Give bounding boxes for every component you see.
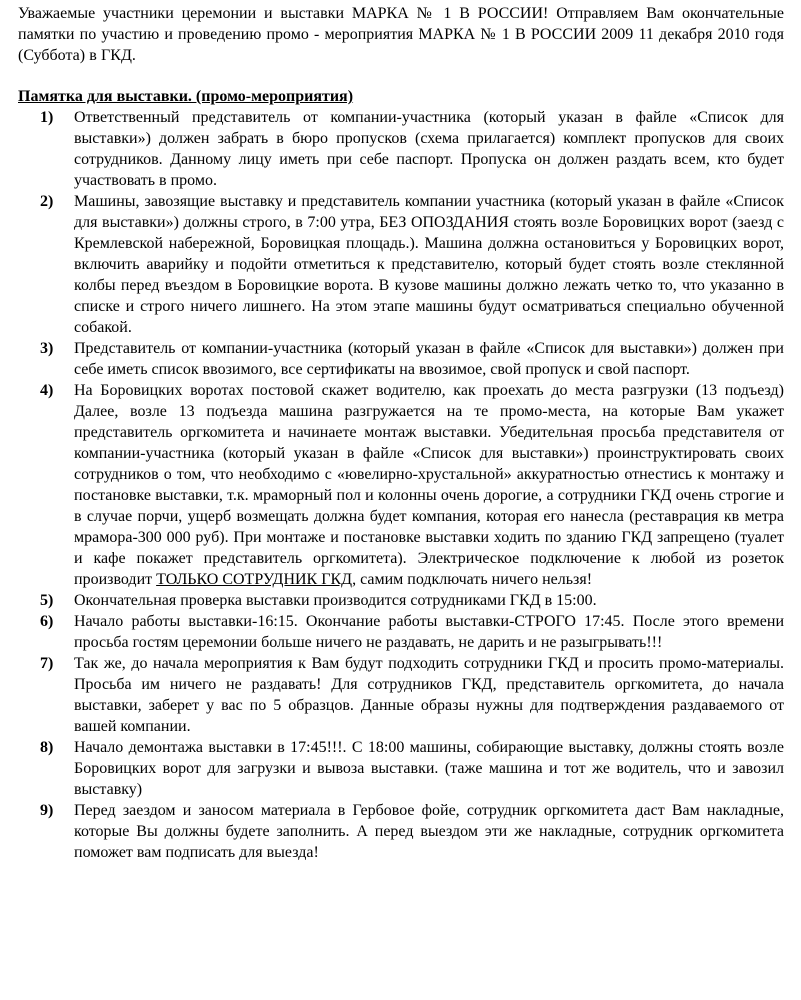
item-number: 5) xyxy=(40,592,54,609)
list-item xyxy=(18,107,784,191)
item-text: Так же, до начала мероприятия к Вам будут подходить сотрудники ГКД и просить промо-материалы. Просьба им ничего не раздавать! Для сотрудников ГКД, представитель оргкомитета, до начала выставки, заберет у вас по 5 образцов. Данные образы нужны для подтверждения раздаваемого от вашей компании. xyxy=(74,655,784,735)
item-text: Ответственный представитель от компании-участника (который указан в файле «Список для выставки») должен забрать в бюро пропусков (схема прилагается) комплект пропусков для своих сотрудников. Данному лицу иметь при себе паспорт. Пропуска он должен раздать всем, кто будет участвовать в промо. xyxy=(74,109,784,189)
item-text: На Боровицких воротах постовой скажет водителю, как проехать до места разгрузки (13 подъезд) Далее, возле 13 подъезда машина разгружается на те промо-места, на которые Вам укажет представитель оргкомитета и начинаете монтаж выставки. Убедительная просьба представителя от компании-участника (который указан в файле «Список для выставки») проинструктировать своих сотрудников о том, что необходимо с «ювелирно-хрустальной» аккуратностью отнестись к монтажу и постановке выставки, т.к. мраморный пол и колонны очень дорогие, а сотрудники ГКД очень строгие и в случае порчи, ущерб возмещать должна будет компания, которая его нанесла (реставрация кв метра мрамора-300 000 руб). При монтаже и постановке выставки ходить по зданию ГКД запрещено (туалет и кафе покажет представитель оргкомитета). Электрическое подключение к любой из розеток производит xyxy=(74,382,784,588)
item-text: Окончательная проверка выставки производится сотрудниками ГКД в 15:00. xyxy=(74,592,597,609)
item-text: Перед заездом и заносом материала в Гербовое фойе, сотрудник оргкомитета даст Вам накладные, которые Вы должны будете заполнить. А перед выездом эти же накладные, сотрудник оргкомитета поможет вам подписать для выезда! xyxy=(74,802,784,861)
document-page xyxy=(18,3,784,863)
list-item xyxy=(18,338,784,380)
memo-list xyxy=(18,107,784,863)
item-text: Представитель от компании-участника (который указан в файле «Список для выставки») должен при себе иметь список ввозимого, все сертификаты на ввозимое, свой пропуск и свой паспорт. xyxy=(74,340,784,378)
intro-greeting: Уважаемые участники церемонии и выставки МАРКА № 1 В РОССИИ! xyxy=(18,5,549,22)
list-item xyxy=(18,737,784,800)
list-item xyxy=(18,590,784,611)
item-number: 9) xyxy=(40,802,54,819)
list-item xyxy=(18,380,784,590)
item-number: 6) xyxy=(40,613,54,630)
item-text: Начало демонтажа выставки в 17:45!!!. С 18:00 машины, собирающие выставку, должны стоять возле Боровицких ворот для загрузки и вывоза выставки. (таже машина и тот же водитель, что и завозил выставку) xyxy=(74,739,784,798)
item-underlined-text: ТОЛЬКО СОТРУДНИК ГКД xyxy=(156,571,353,588)
item-number: 7) xyxy=(40,655,54,672)
item-text: Машины, завозящие выставку и представитель компании участника (который указан в файле «Список для выставки») должны строго, в 7:00 утра, БЕЗ ОПОЗДАНИЯ стоять возле Боровицких ворот (заезд с Кремлевской набережной, Боровицкая площадь.). Машина должна остановиться у Боровицких ворот, включить аварийку и подойти отметиться к представителю, который будет стоять возле стеклянной колбы перед въездом в Боровицкие ворота. В кузове машины должно лежать четко то, что указанно в списке и строго ничего лишнего. На этом этапе машины будут осматриваться специально обученной собакой. xyxy=(74,193,784,336)
item-number: 1) xyxy=(40,109,54,126)
intro-text: Отправляем Вам окончательные памятки по участию и проведению промо - мероприятия МАРКА № 1 В РОССИИ 2009 11 декабря 2010 годя (Суббота) в ГКД. xyxy=(18,5,784,64)
item-number: 2) xyxy=(40,193,54,210)
item-number: 8) xyxy=(40,739,54,756)
list-item xyxy=(18,800,784,863)
item-number: 4) xyxy=(40,382,54,399)
item-number: 3) xyxy=(40,340,54,357)
intro-paragraph xyxy=(18,3,784,66)
memo-heading: Памятка для выставки. (промо-мероприятия) xyxy=(18,88,354,105)
list-item xyxy=(18,191,784,338)
list-item xyxy=(18,611,784,653)
item-tail-text: , самим подключать ничего нельзя! xyxy=(352,571,593,588)
list-item xyxy=(18,653,784,737)
item-text: Начало работы выставки-16:15. Окончание работы выставки-СТРОГО 17:45. После этого времени просьба гостям церемонии больше ничего не раздавать, не дарить и не разыгрывать!!! xyxy=(74,613,784,651)
